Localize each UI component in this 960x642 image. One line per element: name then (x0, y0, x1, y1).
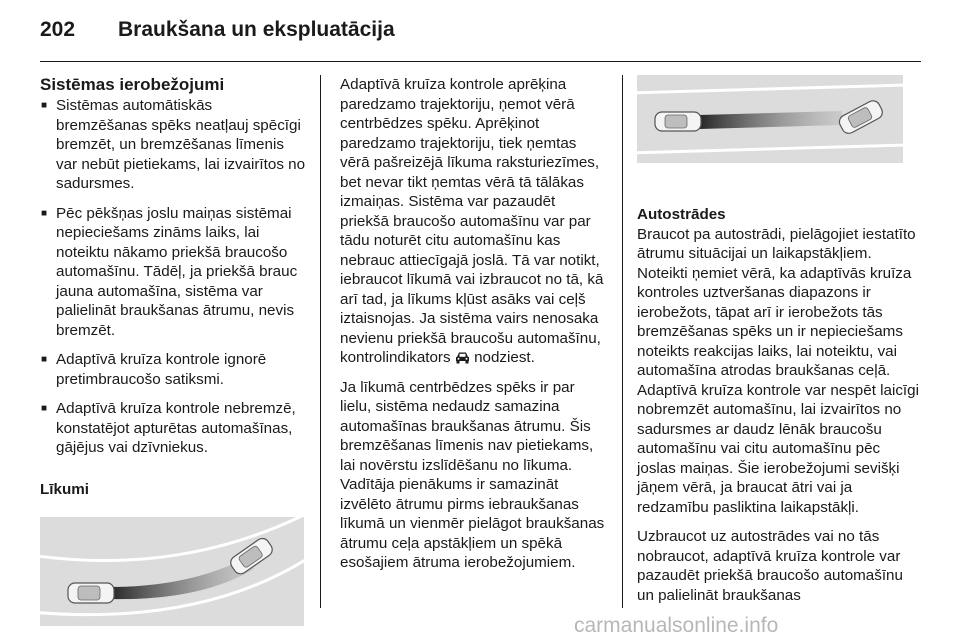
paragraph-text: nodziest. (474, 349, 535, 366)
list-item: ■ Sistēmas automātiskās bremzēšanas spēks neatļauj spēcīgi bremzēt, un bremzēšanas līmenis var nebūt pietiekams, lai izvairītos no sadursmes. (40, 96, 306, 194)
header-rule (40, 61, 921, 62)
watermark: carmanualsonline.info (574, 614, 779, 637)
chapter-title: Braukšana un ekspluatācija (118, 18, 395, 41)
lane-change-illustration (637, 75, 903, 163)
paragraph-motorway-entry: Uzbraucot uz autostrādes vai no tās nobraucot, adaptīvā kruīza kontrole var pazaudēt priekšā braucošo automašīnu un palielināt braukšanas (637, 528, 903, 604)
paragraph-text: Adaptīvā kruīza kontrole aprēķina paredzamo trajektoriju, ņemot vērā centrbēdzes spēku. Aprēķinot paredzamo trajektoriju, tiek ņemtas vērā pašreizējā līkuma raksturiezīmes, bet nevar tikt ņemtas vērā tā tālākas izmaiņas. Sistēma var pazaudēt priekšā braucošo automašīnu var par tādu noturēt citu automašīnu kas nebrauc attiecīgajā joslā. Tā var notikt, iebraucot līkumā vai izbraucot no tā, kā arī tad, ja līkums kļūst asāks vai ceļš iztaisnojas. Ja sistēma vairs nenosaka nevienu priekšā braucošu automašīnu, kontrolindikators (340, 76, 604, 366)
list-item: ■ Pēc pēkšņas joslu maiņas sistēmai nepieciešams zināms laiks, lai noteiktu nākamo priekšā braucošo automašīnu. Tādēļ, ja priekšā brauc jauna automašīna, sistēma var palielināt braukšanas ātrumu, nevis bremzēt. (40, 204, 306, 341)
car-ahead-indicator-icon (455, 351, 470, 364)
paragraph-motorway-speed: Braucot pa autostrādi, pielāgojiet iestatīto ātrumu situācijai un laikapstākļiem. Noteikti ņemiet vērā, ka adaptīvās kruīza kontroles uztveršanas diapazons ir ierobežots, tāpat arī ir ierobežots tās bremzēšanas spēks un ir nepieciešams noteikts reakcijas laiks, lai noteiktu, vai automašīna atrodas braukšanas ceļā. Adaptīvā kruīza kontrole var nespēt laicīgi nobremzēt automašīnu, lai izvairītos no sadursmes ar daudz lēnāk braucošu automašīnu vai citu automašīnu pēc joslas maiņas. Šie ierobežojumi sevišķi jāņem vērā, ja braucat ātri vai ja redzamību pasliktina laikapstākļi. (637, 225, 919, 516)
column-2 (340, 75, 608, 583)
column-divider-2 (622, 75, 623, 608)
curve-illustration-graphic (40, 517, 304, 626)
subsection-title-curves: Līkumi (40, 480, 89, 498)
curve-illustration (40, 517, 304, 626)
list-item: ■ Adaptīvā kruīza kontrole ignorē pretimbraucošo satiksmi. (40, 350, 306, 389)
column-divider-1 (320, 75, 321, 608)
subsection-title-motorways: Autostrādes (637, 206, 726, 223)
limitations-list (40, 96, 306, 458)
paragraph-trajectory (340, 75, 608, 368)
section-title: Sistēmas ierobežojumi (40, 75, 225, 94)
list-item: ■ Adaptīvā kruīza kontrole nebremzē, konstatējot apturētas automašīnas, gājējus vai dzīvniekus. (40, 399, 306, 458)
lane-change-illustration-graphic (637, 75, 903, 163)
column-3 (637, 75, 923, 615)
page-number: 202 (40, 18, 76, 41)
column-1 (40, 75, 306, 626)
paragraph-centrifugal: Ja līkumā centrbēdzes spēks ir par lielu, sistēma nedaudz samazina automašīnas braukšanas ātrumu. Šis bremzēšanas līmenis nav pietiekams, lai novērstu izslīdēšanu no līkuma. Vadītāja pienākums ir samazināt izvēlēto ātrumu pirms iebraukšanas līkumā un vienmēr pielāgot braukšanas ātrumu ceļa apstākļiem un spēkā esošajiem ātruma ierobežojumiem. (340, 378, 605, 571)
